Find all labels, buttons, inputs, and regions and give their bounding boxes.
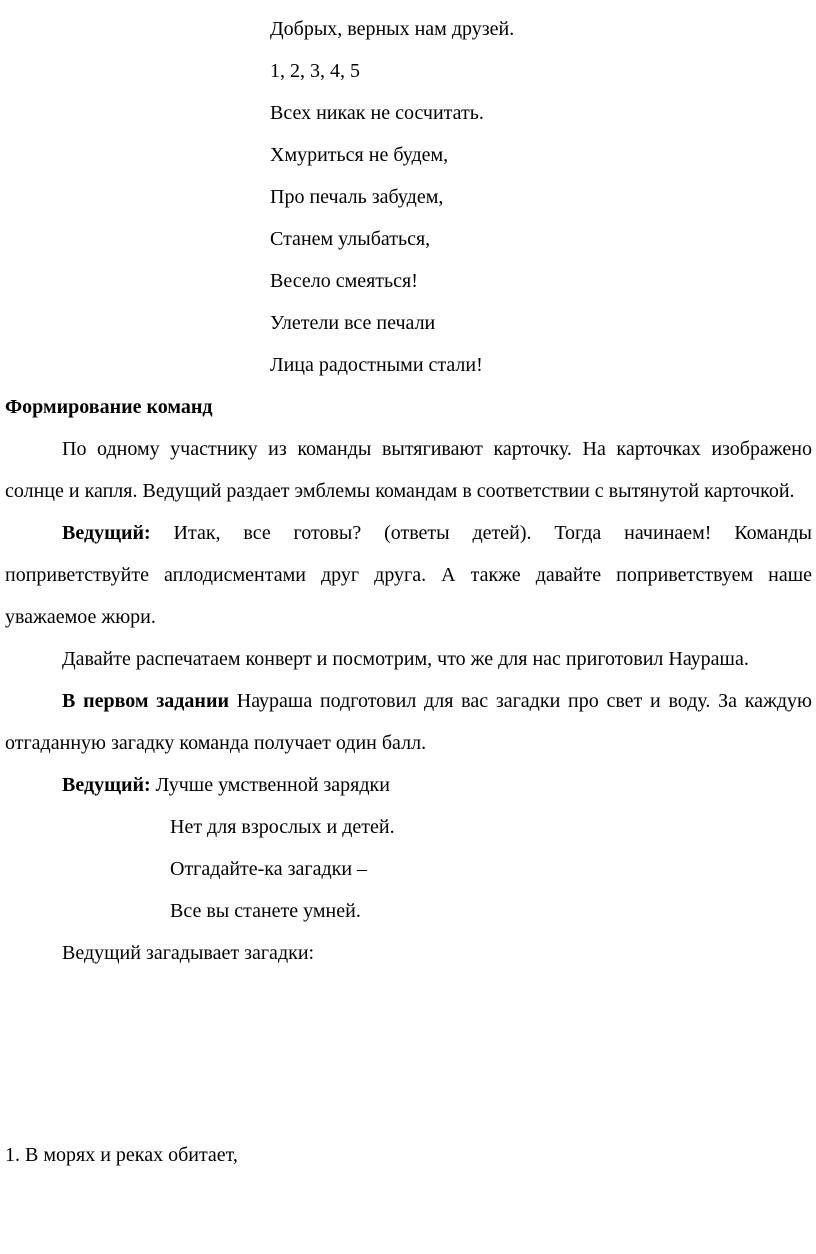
host-label: Ведущий: (62, 522, 151, 544)
host-greeting-text: Итак, все готовы? (ответы детей). Тогда начинаем! Команды поприветствуйте аплодисментами друг друга. А также давайте поприветствуем наше уважаемое жюри. (5, 522, 812, 628)
verse-line: Нет для взрослых и детей. (170, 816, 395, 838)
verse-line: Отгадайте-ка загадки – (170, 858, 368, 880)
host-label: Ведущий: (62, 774, 151, 796)
poem-line: Добрых, верных нам друзей. (270, 18, 515, 40)
paragraph-first-task (5, 680, 812, 764)
paragraph-riddles-intro: Ведущий загадывает загадки: (62, 942, 315, 964)
verse-line: Все вы станете умней. (170, 900, 361, 922)
riddle-list-item-1: 1. В морях и реках обитает, (5, 1144, 238, 1166)
poem-line: Станем улыбаться, (270, 228, 431, 250)
poem-line: 1, 2, 3, 4, 5 (270, 60, 360, 82)
verse-block (170, 806, 812, 932)
poem-block (270, 8, 812, 386)
paragraph-envelope: Давайте распечатаем конверт и посмотрим, что же для нас приготовил Наураша. (62, 648, 749, 670)
poem-line: Улетели все печали (270, 312, 436, 334)
paragraph-host-verse-start (5, 764, 812, 806)
paragraph-host-greeting (5, 512, 812, 638)
poem-line: Лица радостными стали! (270, 354, 483, 376)
host-verse-first-line: Лучше умственной зарядки (150, 774, 390, 796)
first-task-text: Наураша подготовил для вас загадки про свет и воду. За каждую отгаданную загадку команда получает один балл. (5, 690, 812, 754)
poem-line: Весело смеяться! (270, 270, 418, 292)
poem-line: Всех никак не сосчитать. (270, 102, 484, 124)
poem-line: Про печаль забудем, (270, 186, 444, 208)
poem-line: Хмуриться не будем, (270, 144, 449, 166)
section-heading-team-formation: Формирование команд (5, 396, 213, 418)
first-task-label: В первом задании (62, 690, 229, 712)
paragraph-team-formation: По одному участнику из команды вытягивают карточку. На карточках изображено солнце и капля. Ведущий раздает эмблемы командам в соответствии с вытянутой карточкой. (5, 438, 812, 502)
